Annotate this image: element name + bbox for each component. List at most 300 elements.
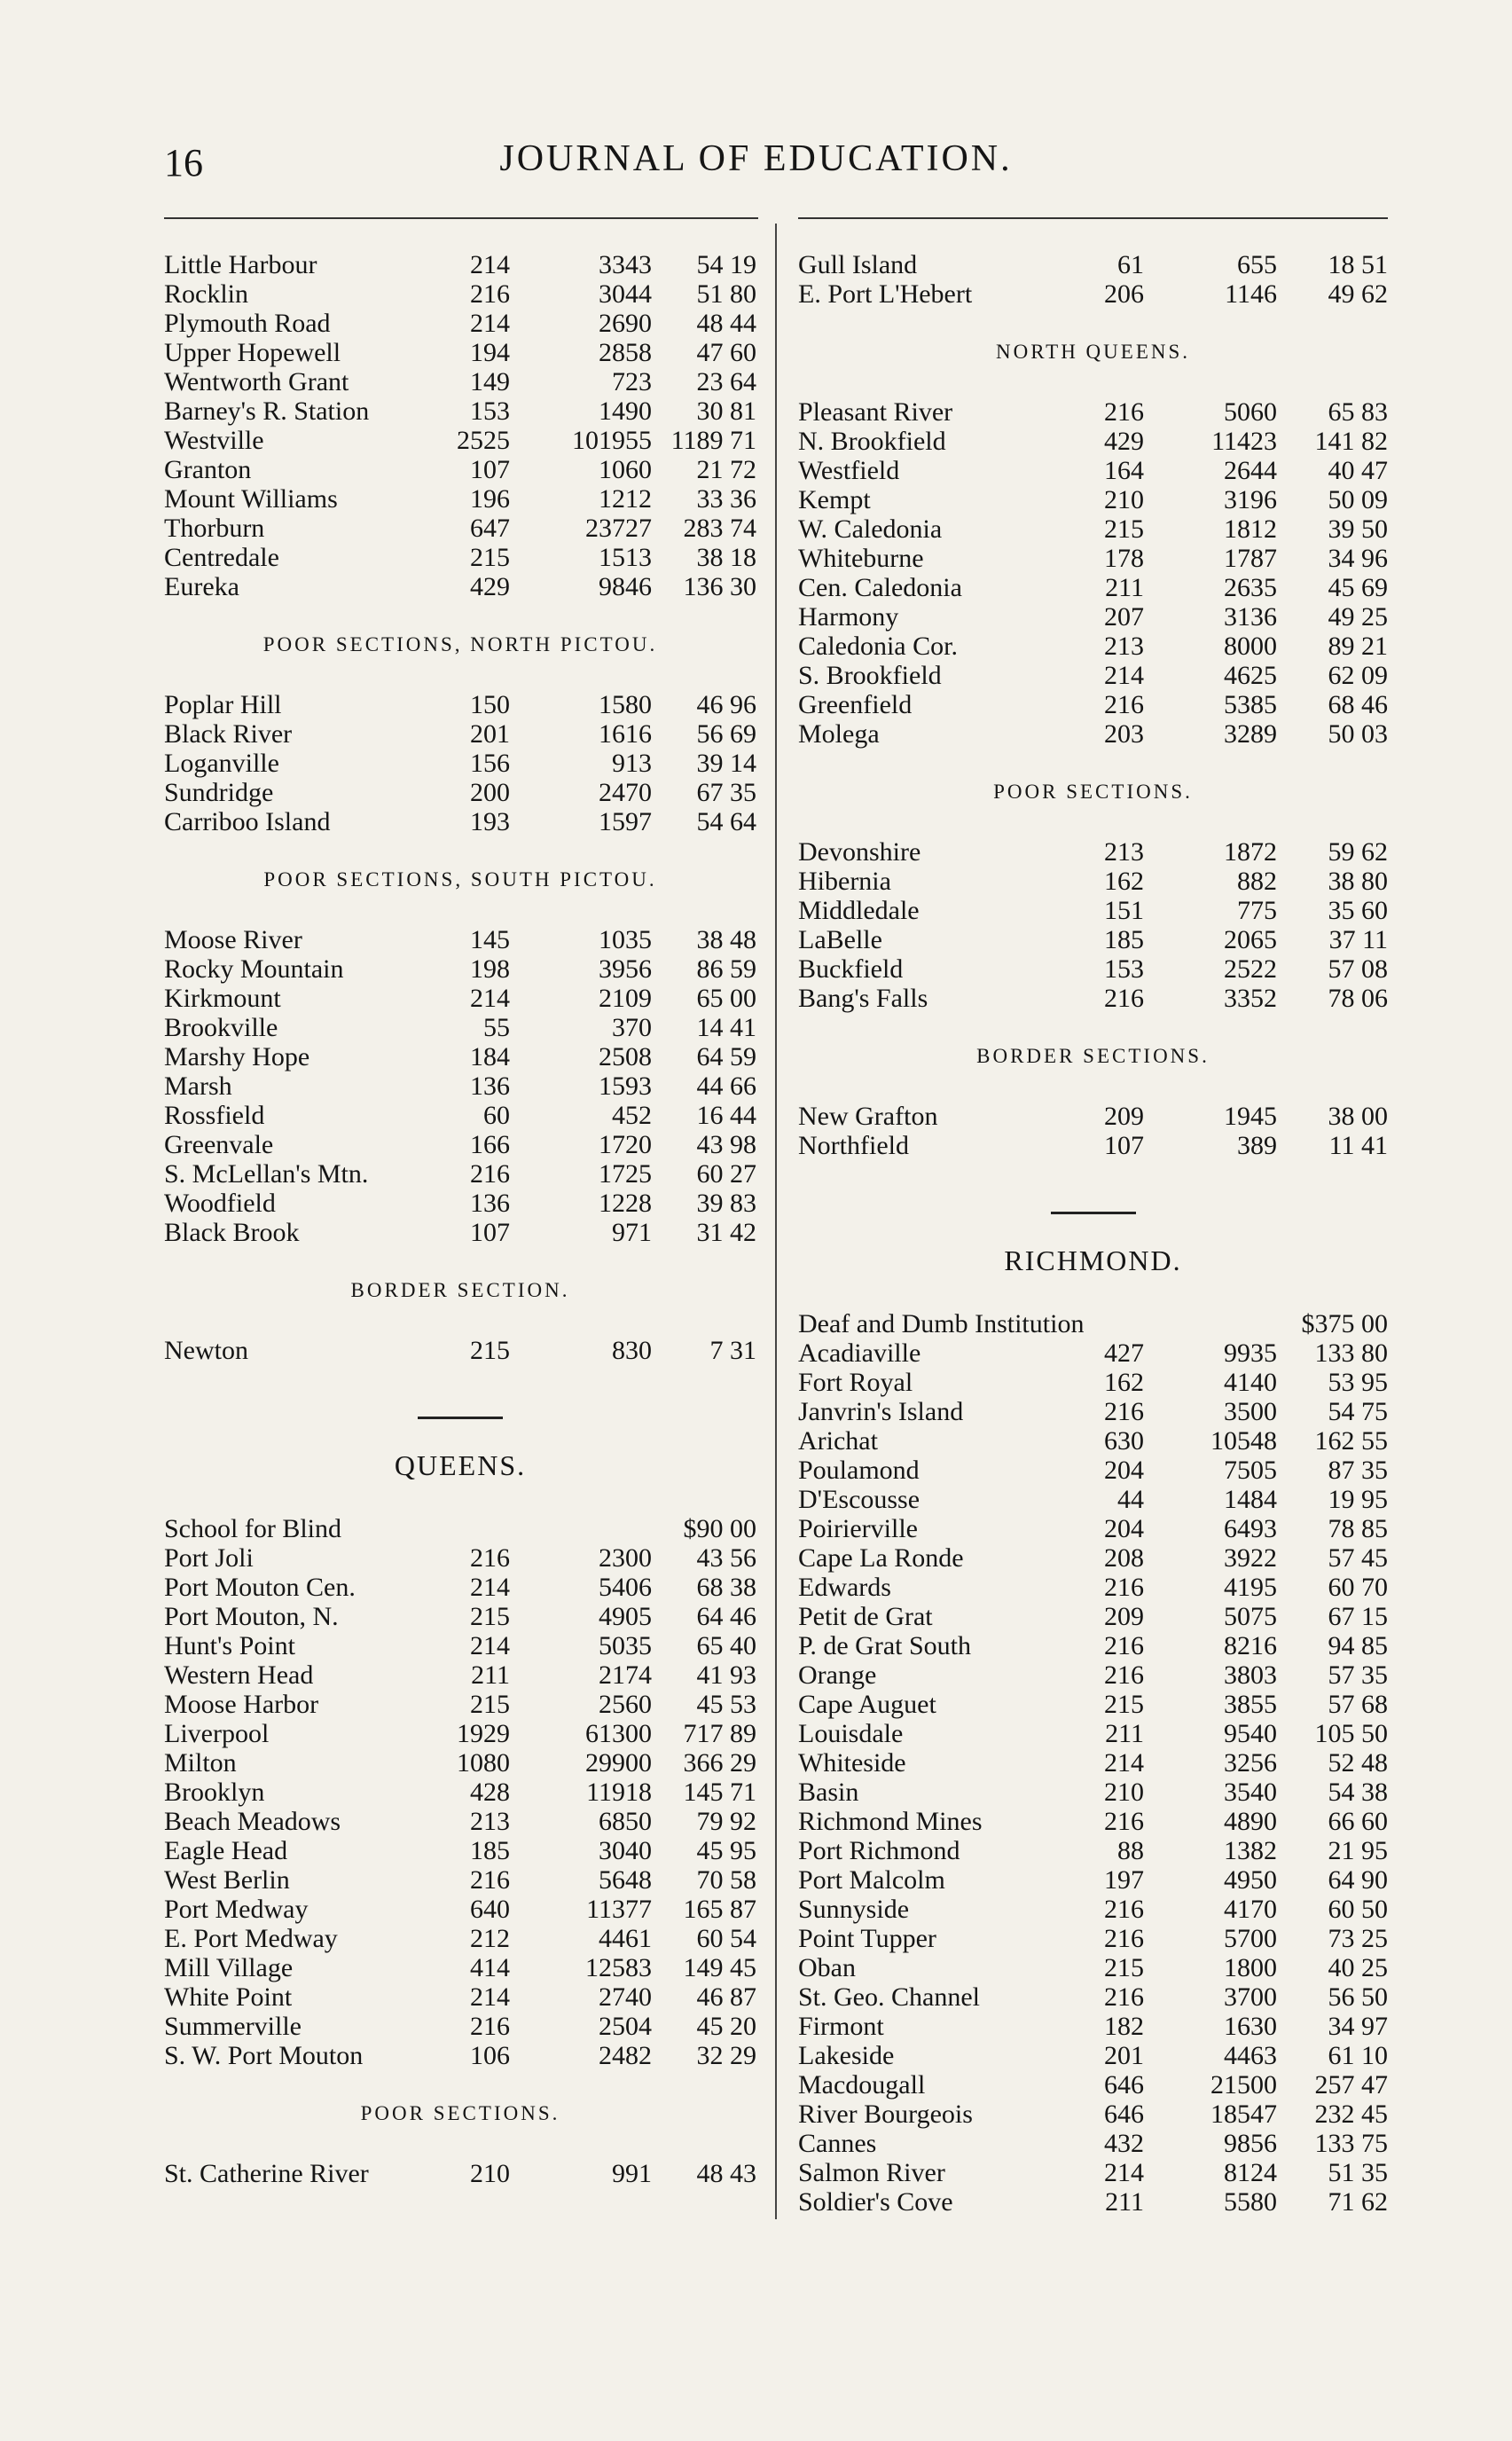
attendance: 4905 bbox=[599, 1602, 652, 1631]
attendance: 4463 bbox=[1224, 2041, 1277, 2070]
grant-amount: 39 83 bbox=[696, 1189, 756, 1218]
section-name: Janvrin's Island bbox=[798, 1397, 964, 1426]
section-name: Point Tupper bbox=[798, 1924, 936, 1953]
grant-amount: 60 50 bbox=[1328, 1895, 1388, 1924]
grant-amount: 62 09 bbox=[1328, 661, 1388, 690]
grant-amount: 34 97 bbox=[1328, 2012, 1388, 2041]
grant-amount: 60 27 bbox=[696, 1159, 756, 1189]
days-open: 194 bbox=[470, 338, 510, 367]
grant-amount: 67 15 bbox=[1328, 1602, 1388, 1631]
grant-amount: 60 70 bbox=[1328, 1573, 1388, 1602]
table-row bbox=[164, 543, 756, 572]
grant-amount: 64 46 bbox=[696, 1602, 756, 1631]
table-row bbox=[798, 1543, 1388, 1573]
section-name: Liverpool bbox=[164, 1719, 270, 1748]
days-open: 214 bbox=[1104, 1748, 1144, 1778]
days-open: 213 bbox=[470, 1807, 510, 1836]
table-row bbox=[798, 837, 1388, 867]
section-name: S. Brookfield bbox=[798, 661, 942, 690]
table-row bbox=[798, 1131, 1388, 1160]
grant-amount: 133 75 bbox=[1314, 2129, 1388, 2158]
header-rule-left bbox=[164, 217, 758, 219]
section-name: Sundridge bbox=[164, 778, 274, 807]
section-name: Wentworth Grant bbox=[164, 367, 349, 396]
attendance: 5385 bbox=[1224, 690, 1277, 719]
grant-amount: 43 56 bbox=[696, 1543, 756, 1573]
table-row bbox=[164, 455, 756, 484]
grant-amount: 78 85 bbox=[1328, 1514, 1388, 1543]
days-open: 646 bbox=[1104, 2070, 1144, 2100]
grant-amount: 47 60 bbox=[696, 338, 756, 367]
section-name: Buckfield bbox=[798, 954, 904, 984]
section-name: Greenvale bbox=[164, 1130, 274, 1159]
section-name: School for Blind bbox=[164, 1514, 341, 1543]
attendance: 2482 bbox=[599, 2041, 652, 2070]
attendance: 1212 bbox=[599, 484, 652, 514]
section-name: New Grafton bbox=[798, 1102, 938, 1131]
attendance: 2740 bbox=[599, 1982, 652, 2012]
attendance: 2174 bbox=[599, 1660, 652, 1690]
table-row bbox=[164, 778, 756, 807]
attendance: 5075 bbox=[1224, 1602, 1277, 1631]
days-open: 2525 bbox=[457, 426, 510, 455]
days-open: 150 bbox=[470, 690, 510, 719]
grant-amount: 45 20 bbox=[696, 2012, 756, 2041]
attendance: 9935 bbox=[1224, 1338, 1277, 1368]
section-name: St. Geo. Channel bbox=[798, 1982, 980, 2012]
section-name: Fort Royal bbox=[798, 1368, 913, 1397]
days-open: 214 bbox=[470, 984, 510, 1013]
days-open: 211 bbox=[1105, 2187, 1144, 2217]
grant-amount: 68 46 bbox=[1328, 690, 1388, 719]
grant-amount: 133 80 bbox=[1314, 1338, 1388, 1368]
table-row bbox=[164, 1573, 756, 1602]
section-name: Whiteside bbox=[798, 1748, 906, 1778]
days-open: 88 bbox=[1117, 1836, 1144, 1865]
subheading-border-sections: BORDER SECTIONS. bbox=[976, 1045, 1210, 1067]
section-name: Moose River bbox=[164, 925, 302, 954]
table-row bbox=[164, 1924, 756, 1953]
table-row bbox=[164, 1953, 756, 1982]
table-row bbox=[164, 807, 756, 836]
grant-amount: 60 54 bbox=[696, 1924, 756, 1953]
days-open: 216 bbox=[1104, 1660, 1144, 1690]
attendance: 4890 bbox=[1224, 1807, 1277, 1836]
section-name: Richmond Mines bbox=[798, 1807, 983, 1836]
grant-amount: 73 25 bbox=[1328, 1924, 1388, 1953]
attendance: 2644 bbox=[1224, 456, 1277, 485]
grant-amount: 64 90 bbox=[1328, 1865, 1388, 1895]
attendance: 4625 bbox=[1224, 661, 1277, 690]
table-row bbox=[798, 1514, 1388, 1543]
grant-amount: 70 58 bbox=[696, 1865, 756, 1895]
days-open: 646 bbox=[1104, 2100, 1144, 2129]
attendance: 2109 bbox=[599, 984, 652, 1013]
section-name: Hunt's Point bbox=[164, 1631, 295, 1660]
table-row bbox=[798, 573, 1388, 602]
table-row bbox=[798, 2129, 1388, 2158]
grant-amount: 141 82 bbox=[1314, 427, 1388, 456]
page-number: 16 bbox=[164, 141, 203, 184]
attendance: 3803 bbox=[1224, 1660, 1277, 1690]
table-row bbox=[164, 1836, 756, 1865]
attendance: 3256 bbox=[1224, 1748, 1277, 1778]
table-row bbox=[798, 250, 1388, 279]
grant-amount: 57 08 bbox=[1328, 954, 1388, 984]
days-open: 216 bbox=[470, 2012, 510, 2041]
days-open: 208 bbox=[1104, 1543, 1144, 1573]
section-name: Mount Williams bbox=[164, 484, 338, 514]
section-name: Molega bbox=[798, 719, 880, 749]
grant-amount: 14 41 bbox=[696, 1013, 756, 1042]
table-row bbox=[798, 719, 1388, 749]
attendance: 1484 bbox=[1224, 1485, 1277, 1514]
pictou-sections-table bbox=[164, 250, 756, 601]
section-name: St. Catherine River bbox=[164, 2159, 369, 2188]
days-open: 216 bbox=[470, 1543, 510, 1573]
days-open: 216 bbox=[1104, 690, 1144, 719]
attendance: 61300 bbox=[585, 1719, 652, 1748]
grant-amount: 43 98 bbox=[696, 1130, 756, 1159]
days-open: 216 bbox=[1104, 984, 1144, 1013]
attendance: 4950 bbox=[1224, 1865, 1277, 1895]
days-open: 216 bbox=[1104, 1807, 1144, 1836]
table-row bbox=[164, 426, 756, 455]
days-open: 204 bbox=[1104, 1456, 1144, 1485]
days-open: 432 bbox=[1104, 2129, 1144, 2158]
days-open: 414 bbox=[470, 1953, 510, 1982]
grant-amount: 30 81 bbox=[696, 396, 756, 426]
section-name: Salmon River bbox=[798, 2158, 945, 2187]
table-row bbox=[798, 1748, 1388, 1778]
table-row bbox=[798, 984, 1388, 1013]
section-name: Port Mouton Cen. bbox=[164, 1573, 356, 1602]
section-name: Acadiaville bbox=[798, 1338, 921, 1368]
table-row bbox=[798, 1690, 1388, 1719]
days-open: 429 bbox=[470, 572, 510, 601]
table-row bbox=[164, 719, 756, 749]
table-row bbox=[798, 1660, 1388, 1690]
attendance: 1597 bbox=[599, 807, 652, 836]
section-name: Devonshire bbox=[798, 837, 921, 867]
days-open: 209 bbox=[1104, 1602, 1144, 1631]
attendance: 1630 bbox=[1224, 2012, 1277, 2041]
grant-amount: 34 96 bbox=[1328, 544, 1388, 573]
section-name: Plymouth Road bbox=[164, 309, 331, 338]
section-name: E. Port L'Hebert bbox=[798, 279, 973, 309]
attendance: 18547 bbox=[1210, 2100, 1277, 2129]
grant-amount: 49 62 bbox=[1328, 279, 1388, 309]
table-row bbox=[164, 1101, 756, 1130]
grant-amount: 53 95 bbox=[1328, 1368, 1388, 1397]
days-open: 214 bbox=[1104, 661, 1144, 690]
section-name: LaBelle bbox=[798, 925, 882, 954]
section-name: Poirierville bbox=[798, 1514, 918, 1543]
section-name: White Point bbox=[164, 1982, 293, 2012]
table-row bbox=[798, 954, 1388, 984]
journal-title: JOURNAL OF EDUCATION. bbox=[499, 138, 1013, 179]
section-name: W. Caledonia bbox=[798, 514, 943, 544]
grant-amount: 54 64 bbox=[696, 807, 756, 836]
grant-amount: 50 03 bbox=[1328, 719, 1388, 749]
days-open: 156 bbox=[470, 749, 510, 778]
table-row bbox=[798, 456, 1388, 485]
poor-north-pictou-table bbox=[164, 690, 756, 836]
section-name: Petit de Grat bbox=[798, 1602, 933, 1631]
attendance: 971 bbox=[612, 1218, 652, 1247]
attendance: 6493 bbox=[1224, 1514, 1277, 1543]
attendance: 655 bbox=[1237, 250, 1277, 279]
attendance: 9856 bbox=[1224, 2129, 1277, 2158]
grant-amount: 86 59 bbox=[696, 954, 756, 984]
table-row bbox=[164, 1071, 756, 1101]
grant-amount: 7 31 bbox=[709, 1336, 756, 1365]
days-open: 214 bbox=[470, 309, 510, 338]
attendance: 1580 bbox=[599, 690, 652, 719]
table-row bbox=[164, 367, 756, 396]
days-open: 210 bbox=[470, 2159, 510, 2188]
days-open: 213 bbox=[1104, 837, 1144, 867]
attendance: 3855 bbox=[1224, 1690, 1277, 1719]
section-name: Little Harbour bbox=[164, 250, 317, 279]
attendance: 452 bbox=[612, 1101, 652, 1130]
north-queens-table bbox=[798, 397, 1388, 749]
section-name: Rossfield bbox=[164, 1101, 265, 1130]
grant-amount: 54 38 bbox=[1328, 1778, 1388, 1807]
grant-amount: 23 64 bbox=[696, 367, 756, 396]
grant-amount: 40 47 bbox=[1328, 456, 1388, 485]
subheading-border-section: BORDER SECTION. bbox=[350, 1279, 570, 1301]
grant-amount: 40 25 bbox=[1328, 1953, 1388, 1982]
attendance: 8000 bbox=[1224, 632, 1277, 661]
table-row bbox=[164, 1602, 756, 1631]
section-name: Port Richmond bbox=[798, 1836, 960, 1865]
attendance: 3044 bbox=[599, 279, 652, 309]
days-open: 166 bbox=[470, 1130, 510, 1159]
table-row bbox=[798, 896, 1388, 925]
poor-south-pictou-table bbox=[164, 925, 756, 1247]
days-open: 211 bbox=[1105, 1719, 1144, 1748]
days-open: 204 bbox=[1104, 1514, 1144, 1543]
attendance: 775 bbox=[1237, 896, 1277, 925]
grant-amount: 366 29 bbox=[683, 1748, 756, 1778]
section-name: Beach Meadows bbox=[164, 1807, 341, 1836]
days-open: 1080 bbox=[457, 1748, 510, 1778]
attendance: 101955 bbox=[572, 426, 652, 455]
table-row bbox=[798, 1807, 1388, 1836]
section-name: Port Mouton, N. bbox=[164, 1602, 339, 1631]
section-name: Westville bbox=[164, 426, 264, 455]
days-open: 145 bbox=[470, 925, 510, 954]
table-row bbox=[798, 867, 1388, 896]
days-open: 215 bbox=[1104, 514, 1144, 544]
section-name: River Bourgeois bbox=[798, 2100, 973, 2129]
grant-amount: 56 69 bbox=[696, 719, 756, 749]
richmond-table bbox=[798, 1338, 1388, 2217]
section-name: Cape La Ronde bbox=[798, 1543, 964, 1573]
attendance: 991 bbox=[612, 2159, 652, 2188]
section-name: Eureka bbox=[164, 572, 239, 601]
table-row bbox=[164, 1748, 756, 1778]
attendance: 2635 bbox=[1224, 573, 1277, 602]
days-open: 640 bbox=[470, 1895, 510, 1924]
grant-amount: 136 30 bbox=[683, 572, 756, 601]
table-row bbox=[164, 1865, 756, 1895]
section-name: Cape Auguet bbox=[798, 1690, 936, 1719]
attendance: 3922 bbox=[1224, 1543, 1277, 1573]
subheading-north-queens: NORTH QUEENS. bbox=[995, 341, 1191, 363]
grant-amount: 232 45 bbox=[1314, 2100, 1388, 2129]
grant-amount: 33 36 bbox=[696, 484, 756, 514]
attendance: 4140 bbox=[1224, 1368, 1277, 1397]
days-open: 214 bbox=[470, 1573, 510, 1602]
days-open: 60 bbox=[483, 1101, 510, 1130]
grant-amount: 54 75 bbox=[1328, 1397, 1388, 1426]
grant-amount: 51 80 bbox=[696, 279, 756, 309]
attendance: 1035 bbox=[599, 925, 652, 954]
table-row bbox=[798, 661, 1388, 690]
section-name: Cannes bbox=[798, 2129, 877, 2158]
attendance: 2858 bbox=[599, 338, 652, 367]
attendance: 2560 bbox=[599, 1690, 652, 1719]
table-row bbox=[164, 309, 756, 338]
days-open: 107 bbox=[470, 1218, 510, 1247]
table-row bbox=[164, 1189, 756, 1218]
table-row bbox=[164, 954, 756, 984]
institution-name: Deaf and Dumb Institution bbox=[798, 1309, 1085, 1338]
days-open: 55 bbox=[483, 1013, 510, 1042]
attendance: 5406 bbox=[599, 1573, 652, 1602]
table-row bbox=[164, 1631, 756, 1660]
attendance: 1725 bbox=[599, 1159, 652, 1189]
days-open: 185 bbox=[1104, 925, 1144, 954]
grant-amount: 68 38 bbox=[696, 1573, 756, 1602]
grant-amount: 35 60 bbox=[1328, 896, 1388, 925]
days-open: 630 bbox=[1104, 1426, 1144, 1456]
attendance: 2508 bbox=[599, 1042, 652, 1071]
section-name: Black Brook bbox=[164, 1218, 300, 1247]
table-row bbox=[798, 1953, 1388, 1982]
institution-amount: $375 00 bbox=[1301, 1309, 1388, 1338]
attendance: 4170 bbox=[1224, 1895, 1277, 1924]
attendance: 8124 bbox=[1224, 2158, 1277, 2187]
days-open: 107 bbox=[1104, 1131, 1144, 1160]
attendance: 29900 bbox=[585, 1748, 652, 1778]
table-row bbox=[164, 690, 756, 719]
grant-amount: 65 83 bbox=[1328, 397, 1388, 427]
grant-amount: 162 55 bbox=[1314, 1426, 1388, 1456]
table-row bbox=[164, 250, 756, 279]
attendance: 2504 bbox=[599, 2012, 652, 2041]
days-open: 647 bbox=[470, 514, 510, 543]
section-name: Orange bbox=[798, 1660, 877, 1690]
days-open: 215 bbox=[470, 1336, 510, 1365]
table-row bbox=[164, 1336, 756, 1365]
attendance: 1382 bbox=[1224, 1836, 1277, 1865]
section-name: Port Malcolm bbox=[798, 1865, 945, 1895]
section-name: P. de Grat South bbox=[798, 1631, 971, 1660]
grant-amount: 61 10 bbox=[1328, 2041, 1388, 2070]
table-row bbox=[164, 338, 756, 367]
grant-amount: 59 62 bbox=[1328, 837, 1388, 867]
table-row bbox=[798, 1397, 1388, 1426]
border-sections-table bbox=[798, 1102, 1388, 1160]
days-open: 206 bbox=[1104, 279, 1144, 309]
table-row bbox=[164, 279, 756, 309]
table-row bbox=[164, 1778, 756, 1807]
section-name: Woodfield bbox=[164, 1189, 276, 1218]
county-heading-queens: QUEENS. bbox=[394, 1449, 527, 1481]
table-row bbox=[798, 485, 1388, 514]
grant-amount: 45 95 bbox=[696, 1836, 756, 1865]
section-name: Poplar Hill bbox=[164, 690, 282, 719]
days-open: 215 bbox=[470, 1690, 510, 1719]
table-row bbox=[798, 1836, 1388, 1865]
grant-amount: 38 00 bbox=[1328, 1102, 1388, 1131]
days-open: 216 bbox=[1104, 1982, 1144, 2012]
grant-amount: 149 45 bbox=[683, 1953, 756, 1982]
county-heading-richmond: RICHMOND. bbox=[1004, 1244, 1182, 1276]
grant-amount: 71 62 bbox=[1328, 2187, 1388, 2217]
table-row bbox=[798, 544, 1388, 573]
section-name: Brookville bbox=[164, 1013, 278, 1042]
attendance: 882 bbox=[1237, 867, 1277, 896]
queens-continued-table bbox=[798, 250, 1388, 309]
grant-amount: 21 95 bbox=[1328, 1836, 1388, 1865]
attendance bbox=[510, 1514, 652, 1543]
grant-amount: 16 44 bbox=[696, 1101, 756, 1130]
table-row bbox=[798, 2158, 1388, 2187]
section-name: Poulamond bbox=[798, 1456, 920, 1485]
table-row bbox=[798, 1573, 1388, 1602]
days-open: 201 bbox=[470, 719, 510, 749]
section-name: Moose Harbor bbox=[164, 1690, 319, 1719]
table-row bbox=[798, 2070, 1388, 2100]
table-row bbox=[798, 427, 1388, 456]
section-name: Barney's R. Station bbox=[164, 396, 370, 426]
table-row bbox=[798, 279, 1388, 309]
attendance: 4195 bbox=[1224, 1573, 1277, 1602]
table-row bbox=[798, 397, 1388, 427]
days-open: 164 bbox=[1104, 456, 1144, 485]
days-open: 107 bbox=[470, 455, 510, 484]
right-column bbox=[798, 250, 1388, 2217]
section-name: Firmont bbox=[798, 2012, 884, 2041]
section-name: Cen. Caledonia bbox=[798, 573, 962, 602]
grant-amount: 32 29 bbox=[696, 2041, 756, 2070]
grant-amount: 1189 71 bbox=[670, 426, 756, 455]
attendance: 1228 bbox=[599, 1189, 652, 1218]
section-name: Lakeside bbox=[798, 2041, 895, 2070]
grant-amount: 31 42 bbox=[696, 1218, 756, 1247]
attendance: 830 bbox=[612, 1336, 652, 1365]
grant-amount: 57 35 bbox=[1328, 1660, 1388, 1690]
attendance: 11377 bbox=[586, 1895, 652, 1924]
attendance: 3956 bbox=[599, 954, 652, 984]
grant-amount: 39 50 bbox=[1328, 514, 1388, 544]
subheading-poor-south-pictou: POOR SECTIONS, SOUTH PICTOU. bbox=[263, 868, 657, 891]
grant-amount: 57 68 bbox=[1328, 1690, 1388, 1719]
attendance: 913 bbox=[612, 749, 652, 778]
attendance: 3136 bbox=[1224, 602, 1277, 632]
section-name: Whiteburne bbox=[798, 544, 924, 573]
border-section-table bbox=[164, 1336, 756, 1365]
attendance: 1872 bbox=[1224, 837, 1277, 867]
subheading-poor-sections-queens: POOR SECTIONS. bbox=[360, 2102, 560, 2124]
grant-amount: 19 95 bbox=[1328, 1485, 1388, 1514]
queens-table bbox=[164, 1514, 756, 2070]
table-row bbox=[164, 1042, 756, 1071]
